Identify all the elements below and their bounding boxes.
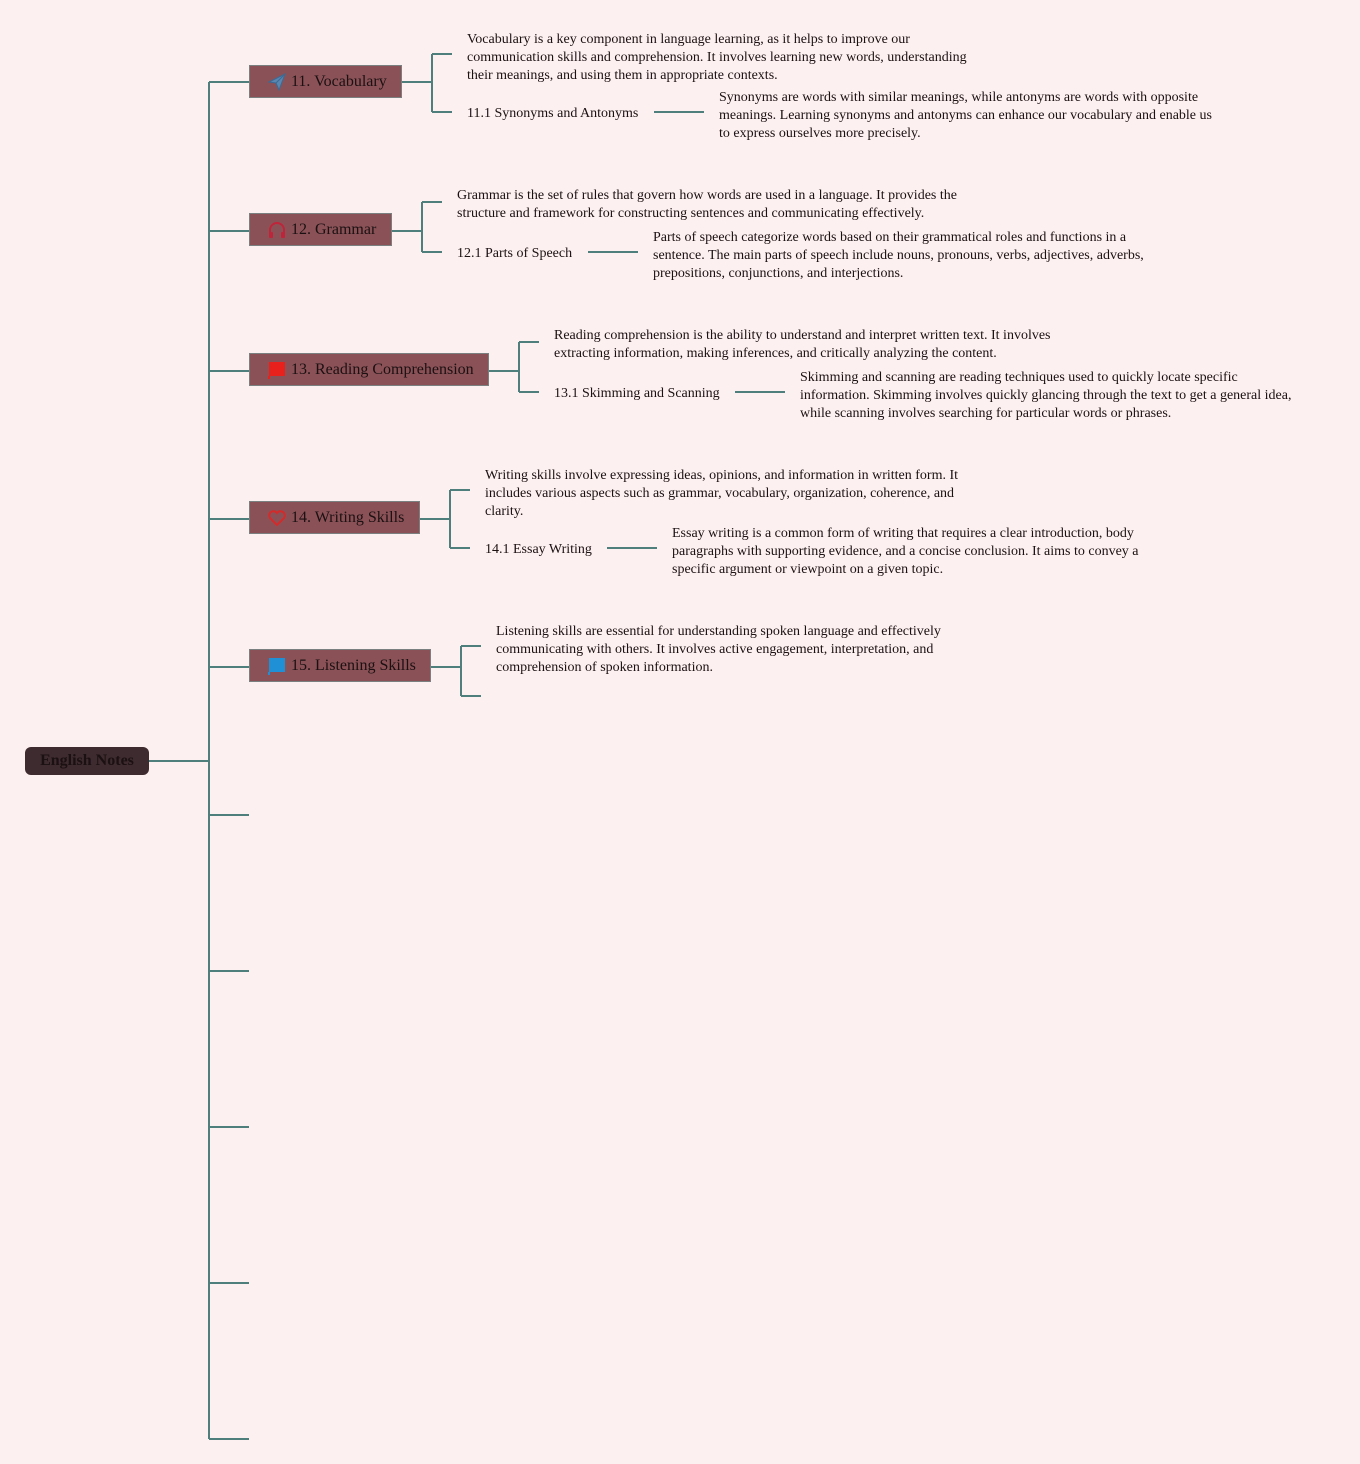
- topic-writing-skills[interactable]: [249, 501, 420, 534]
- topic-description: Vocabulary is a key component in language learning, as it helps to improve our communication skills and comprehension. It involves learning new words, understanding their meanings, and using them in appropriate contexts.: [467, 32, 967, 83]
- topic-grammar[interactable]: [249, 213, 392, 246]
- subtopic-essay-writing[interactable]: 14.1 Essay Writing: [485, 542, 592, 557]
- topic-label: 13. Reading Comprehension: [291, 361, 474, 378]
- topic-reading-comprehension[interactable]: [249, 353, 489, 386]
- subtopic-skimming-scanning[interactable]: 13.1 Skimming and Scanning: [554, 386, 720, 401]
- topic-description: Listening skills are essential for understanding spoken language and effectively communicating with others. It involves active engagement, interpretation, and comprehension of spoken information.: [496, 624, 941, 675]
- topic-description: Writing skills involve expressing ideas, opinions, and information in written form. It includes various aspects such as grammar, vocabulary, organization, coherence, and clarity.: [485, 468, 959, 519]
- root-node[interactable]: English Notes: [25, 747, 149, 775]
- topic-listening-skills[interactable]: [249, 649, 431, 682]
- subtopic-synonyms-antonyms[interactable]: 11.1 Synonyms and Antonyms: [467, 106, 639, 121]
- heart-icon: [267, 508, 287, 528]
- subtopic-description: Parts of speech categorize words based on their grammatical roles and functions in a sentence. The main parts of speech include nouns, pronouns, verbs, adjectives, adverbs, prepositions, conjunctions, and interjections.: [653, 230, 1144, 281]
- topic-label: 11. Vocabulary: [291, 73, 387, 90]
- paper-plane-icon: [267, 72, 287, 92]
- subtopic-description: Essay writing is a common form of writing that requires a clear introduction, body paragraphs with supporting evidence, and a concise conclusion. It aims to convey a specific argument or viewpoint on a given topic.: [672, 526, 1139, 577]
- blue-flag-icon: [267, 656, 287, 676]
- topic-description: Reading comprehension is the ability to understand and interpret written text. It involves extracting information, making inferences, and critically analyzing the content.: [554, 328, 1051, 361]
- topic-description: Grammar is the set of rules that govern how words are used in a language. It provides the structure and framework for constructing sentences and communicating effectively.: [457, 188, 957, 221]
- red-flag-icon: [267, 360, 287, 380]
- topic-label: 12. Grammar: [291, 221, 377, 238]
- subtopic-description: Skimming and scanning are reading techniques used to quickly locate specific information. Skimming involves quickly glancing through the text to get a general idea, while scanning involves searching for particular words or phrases.: [800, 370, 1292, 421]
- topic-vocabulary[interactable]: [249, 65, 402, 98]
- subtopic-parts-of-speech[interactable]: 12.1 Parts of Speech: [457, 246, 573, 261]
- topic-label: 15. Listening Skills: [291, 657, 416, 674]
- headphones-icon: [267, 220, 287, 240]
- subtopic-description: Synonyms are words with similar meanings, while antonyms are words with opposite meanings. Learning synonyms and antonyms can enhance our vocabulary and enable us to express ourselves more precisely.: [719, 90, 1212, 141]
- topic-label: 14. Writing Skills: [291, 509, 405, 526]
